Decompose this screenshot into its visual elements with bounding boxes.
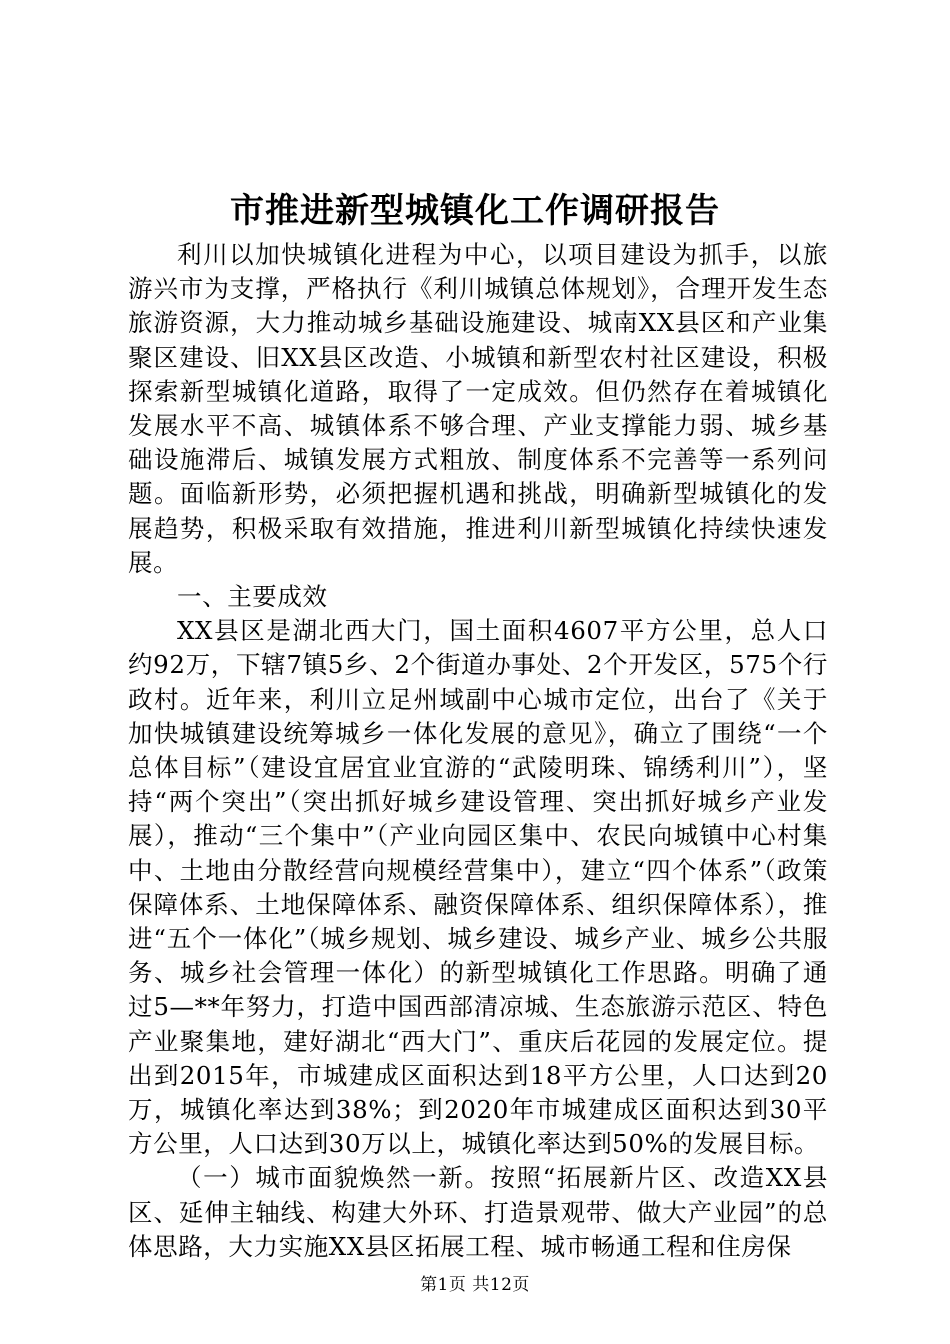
document-body: [128, 238, 828, 1264]
document-title: 市推进新型城镇化工作调研报告: [230, 191, 720, 231]
intro-paragraph: 利川以加快城镇化进程为中心，以项目建设为抓手，以旅游兴市为支撑，严格执行《利川城镇总体规划》，合理开发生态旅游资源，大力推动城乡基础设施建设、城南XX县区和产业集聚区建设、旧XX县区改造、小城镇和新型农村社区建设，积极探索新型城镇化道路，取得了一定成效。但仍然存在着城镇化发展水平不高、城镇体系不够合理、产业支撑能力弱、城乡基础设施滞后、城镇发展方式粗放、制度体系不完善等一系列问题。面临新形势，必须把握机遇和挑战，明确新型城镇化的发展趋势，积极采取有效措施，推进利川新型城镇化持续快速发展。: [128, 240, 828, 577]
achievements-paragraph: XX县区是湖北西大门，国土面积4607平方公里，总人口约92万，下辖7镇5乡、2个街道办事处、2个开发区，575个行政村。近年来，利川立足州域副中心城市定位，出台了《关于加快城镇建设统筹城乡一体化发展的意见》，确立了围绕“一个总体目标”（建设宜居宜业宜游的“武陵明珠、锦绣利川”），坚持“两个突出”（突出抓好城乡建设管理、突出抓好城乡产业发展），推动“三个集中”（产业向园区集中、农民向城镇中心村集中、土地由分散经营向规模经营集中），建立“四个体系”（政策保障体系、土地保障体系、融资保障体系、组织保障体系），推进“五个一体化”（城乡规划、城乡建设、城乡产业、城乡公共服务、城乡社会管理一体化）的新型城镇化工作思路。明确了通过5—**年努力，打造中国西部清凉城、生态旅游示范区、特色产业聚集地，建好湖北“西大门”、重庆后花园的发展定位。提出到2015年，市城建成区面积达到18平方公里，人口达到20万，城镇化率达到38%；到2020年市城建成区面积达到30平方公里，人口达到30万以上，城镇化率达到50%的发展目标。: [128, 616, 828, 1159]
section-heading: 一、主要成效: [177, 582, 328, 612]
page-number-footer: 第1页 共12页: [420, 1275, 530, 1295]
subsection-paragraph: （一）城市面貌焕然一新。按照“拓展新片区、改造XX县区、延伸主轴线、构建大外环、打造景观带、做大产业园”的总体思路，大力实施XX县区拓展工程、城市畅通工程和住房保: [128, 1163, 828, 1261]
